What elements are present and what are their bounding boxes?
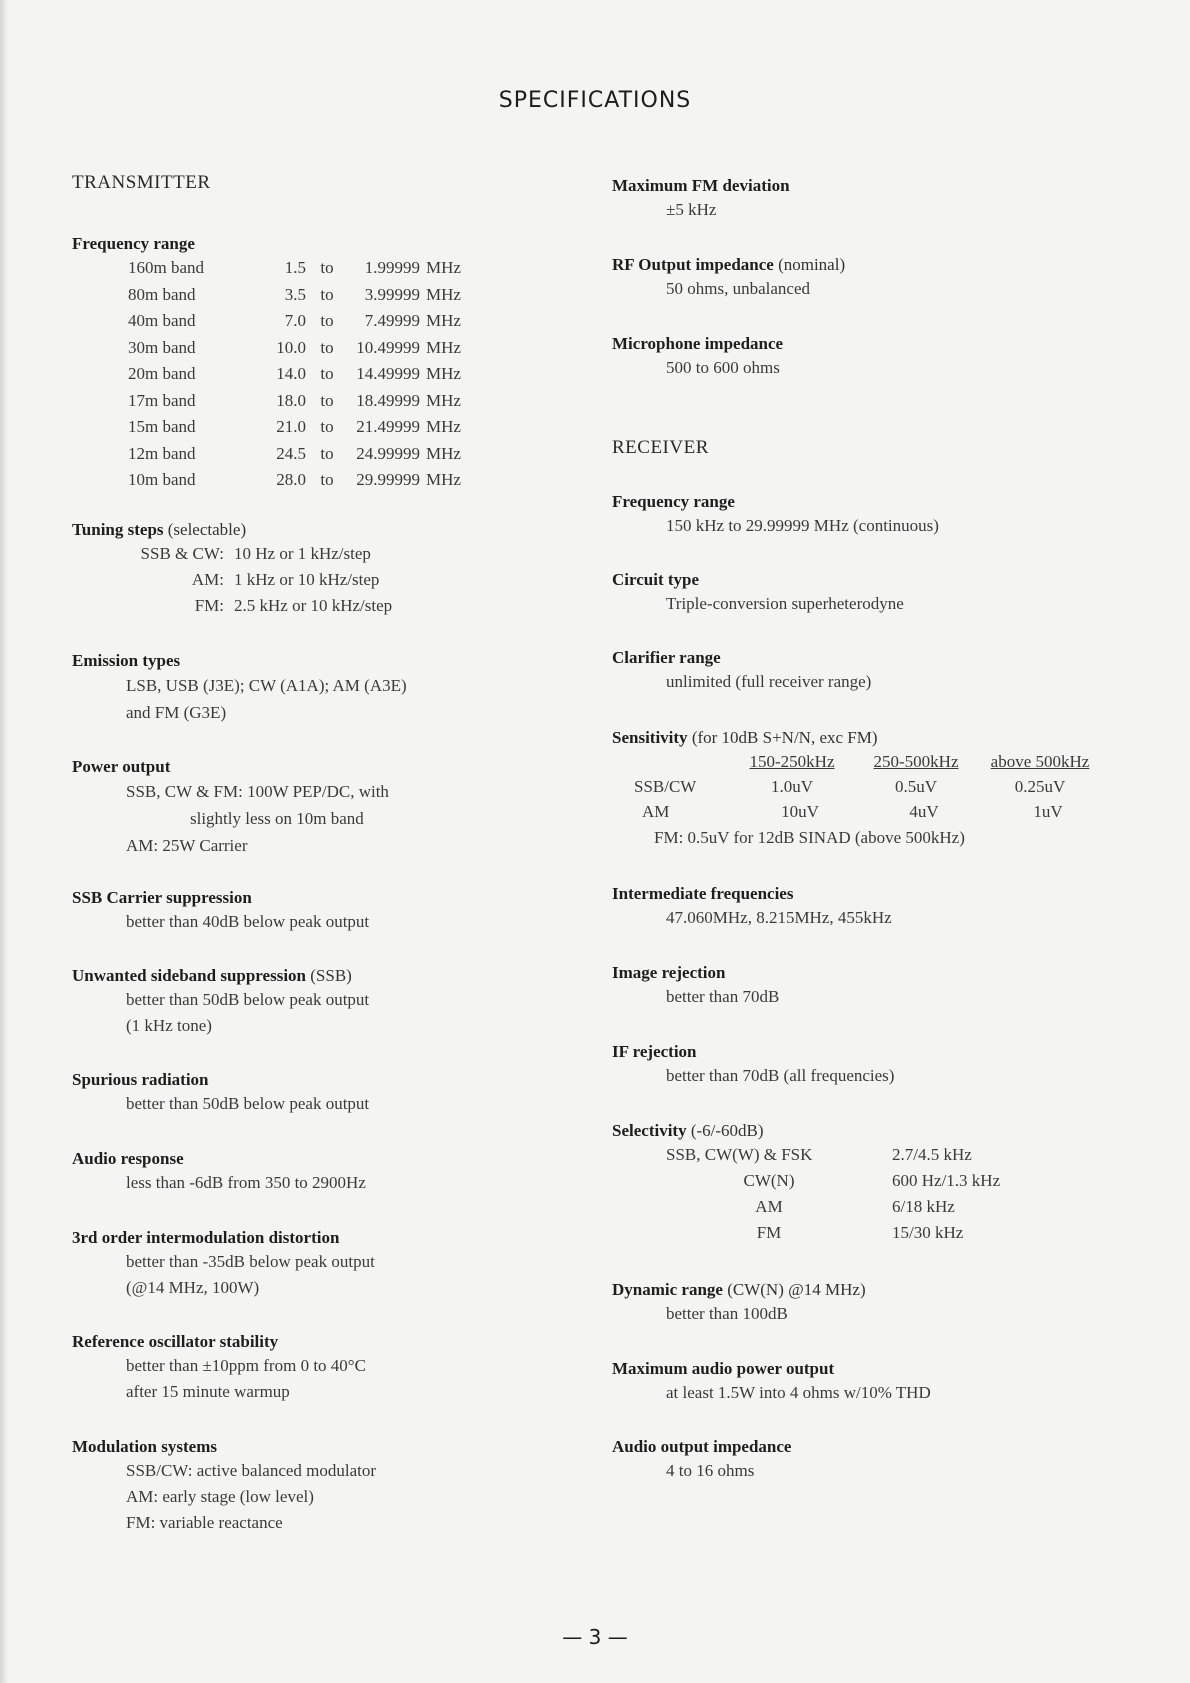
- rx-dynamic-range-note: (CW(N) @14 MHz): [727, 1280, 866, 1299]
- text-line: better than ±10ppm from 0 to 40°C: [126, 1356, 366, 1375]
- rx-circuit-type: [612, 569, 1132, 617]
- page-number: — 3 —: [562, 1625, 628, 1649]
- freq-to-cell: to: [320, 470, 334, 489]
- rx-clarifier-label: Clarifier range: [612, 648, 721, 667]
- tuning-mode-cell: SSB & CW:: [140, 544, 224, 563]
- tuning-value-cell: 10 Hz or 1 kHz/step: [234, 544, 371, 563]
- freq-unit-cell: MHz: [426, 258, 461, 277]
- freq-to-cell: to: [320, 311, 334, 330]
- table-cell: 1.0uV: [770, 777, 814, 796]
- tx-audio-response-body: [72, 1170, 592, 1196]
- tx-emission-types: [72, 650, 592, 726]
- tx-power-output: [72, 756, 592, 859]
- tx-tuning-steps-note: (selectable): [167, 520, 247, 539]
- tx-tuning-steps: [72, 519, 592, 619]
- table-row: [128, 388, 592, 415]
- rx-intermediate-label: Intermediate frequencies: [612, 884, 794, 903]
- rx-intermediate: [612, 883, 1132, 931]
- freq-high-cell: 1.99999: [364, 258, 420, 277]
- band-cell: 15m band: [128, 417, 196, 436]
- text-line: FM: variable reactance: [126, 1513, 283, 1532]
- table-row: [612, 1168, 1132, 1194]
- freq-low-cell: 28.0: [276, 470, 306, 489]
- tx-imd-label: 3rd order intermodulation distortion: [72, 1228, 340, 1247]
- rx-clarifier: [612, 647, 1132, 695]
- text-line: ±5 kHz: [666, 200, 717, 219]
- tx-modulation-body: [72, 1458, 592, 1536]
- rx-dynamic-range-label-wrap: [612, 1279, 1132, 1301]
- freq-low-cell: 14.0: [276, 364, 306, 383]
- text-line: (1 kHz tone): [126, 1016, 212, 1035]
- text-line: LSB, USB (J3E); CW (A1A); AM (A3E): [126, 676, 407, 695]
- freq-low-cell: 10.0: [276, 337, 306, 357]
- rx-frequency-range: [612, 491, 1132, 539]
- text-line: better than 70dB (all frequencies): [666, 1066, 895, 1085]
- text-line: 47.060MHz, 8.215MHz, 455kHz: [666, 908, 892, 927]
- freq-low-cell: 24.5: [276, 443, 306, 463]
- tx-rf-output-note: (nominal): [778, 255, 846, 274]
- table-row: [612, 1142, 1132, 1168]
- tx-microphone-body: [612, 355, 1132, 381]
- tx-microphone: [612, 333, 1132, 381]
- tx-rf-output-body: [612, 276, 1132, 302]
- freq-to-cell: to: [320, 417, 334, 436]
- tx-power-output-label: Power output: [72, 757, 171, 776]
- rx-max-audio: [612, 1358, 1132, 1406]
- text-line: AM: 25W Carrier: [126, 836, 248, 855]
- tx-emission-types-label: Emission types: [72, 651, 181, 670]
- selectivity-value-cell: 15/30 kHz: [892, 1223, 964, 1242]
- tx-unwanted-sideband-body: [72, 987, 592, 1039]
- tuning-mode-cell: FM:: [194, 596, 224, 615]
- tx-spurious-body: [72, 1091, 592, 1117]
- text-line: (@14 MHz, 100W): [126, 1278, 260, 1297]
- table-row: [612, 1220, 1132, 1246]
- tx-unwanted-sideband: [72, 965, 592, 1039]
- table-cell: 1uV: [1033, 802, 1063, 821]
- freq-high-cell: 29.99999: [356, 470, 420, 489]
- tx-audio-response-label: Audio response: [72, 1149, 184, 1168]
- freq-low-cell: 3.5: [284, 284, 306, 304]
- tx-rf-output-label-wrap: [612, 254, 1132, 276]
- rx-dynamic-range-label: Dynamic range: [612, 1280, 723, 1299]
- rx-frequency-range-label: Frequency range: [612, 492, 735, 511]
- text-line: 50 ohms, unbalanced: [666, 279, 810, 298]
- tx-ssb-carrier: [72, 887, 592, 935]
- freq-high-cell: 21.49999: [356, 417, 420, 436]
- tx-spurious: [72, 1069, 592, 1117]
- freq-low-cell: 1.5: [284, 258, 306, 277]
- text-line: 500 to 600 ohms: [666, 358, 780, 377]
- sensitivity-header-cell: 150-250kHz: [749, 752, 835, 771]
- text-line: unlimited (full receiver range): [666, 672, 872, 691]
- text-line: AM: early stage (low level): [126, 1487, 314, 1506]
- text-line: 150 kHz to 29.99999 MHz (continuous): [666, 516, 939, 535]
- sensitivity-fm-line: FM: 0.5uV for 12dB SINAD (above 500kHz): [654, 828, 965, 847]
- freq-to-cell: to: [320, 337, 334, 357]
- freq-to-cell: to: [320, 364, 334, 383]
- table-cell: AM: [642, 802, 670, 821]
- table-row: [128, 441, 592, 468]
- selectivity-mode-cell: FM: [756, 1223, 782, 1242]
- sensitivity-header-cell: above 500kHz: [990, 752, 1090, 771]
- freq-unit-cell: MHz: [426, 417, 461, 436]
- rx-sensitivity: [612, 727, 1132, 851]
- text-line: better than 100dB: [666, 1304, 788, 1323]
- band-cell: 30m band: [128, 337, 196, 357]
- rx-selectivity-note: (-6/-60dB): [690, 1121, 764, 1140]
- tuning-value-cell: 1 kHz or 10 kHz/step: [234, 570, 380, 589]
- rx-max-audio-body: [612, 1380, 1132, 1406]
- tx-fm-deviation-label: Maximum FM deviation: [612, 176, 790, 195]
- freq-high-cell: 18.49999: [356, 390, 420, 410]
- rx-max-audio-label: Maximum audio power output: [612, 1359, 835, 1378]
- band-cell: 40m band: [128, 311, 196, 330]
- tx-frequency-range: [72, 233, 592, 494]
- tx-tuning-steps-label: Tuning steps: [72, 520, 164, 539]
- table-row: [612, 774, 1132, 799]
- text-line: Triple-conversion superheterodyne: [666, 594, 904, 613]
- tx-frequency-range-label: Frequency range: [72, 234, 195, 253]
- sensitivity-header-row: [612, 749, 1132, 774]
- rx-sensitivity-table: [612, 749, 1132, 851]
- rx-dynamic-range-body: [612, 1301, 1132, 1327]
- text-line: better than 70dB: [666, 987, 780, 1006]
- table-row: [106, 541, 592, 567]
- tx-microphone-label: Microphone impedance: [612, 334, 784, 353]
- freq-unit-cell: MHz: [426, 390, 461, 410]
- table-cell: 4uV: [909, 802, 939, 821]
- rx-audio-impedance: [612, 1436, 1132, 1484]
- table-row: [128, 414, 592, 441]
- tx-ssb-carrier-label: SSB Carrier suppression: [72, 888, 252, 907]
- text-line: less than -6dB from 350 to 2900Hz: [126, 1173, 366, 1192]
- freq-low-cell: 21.0: [276, 417, 306, 436]
- tx-fm-deviation-body: [612, 197, 1132, 223]
- text-line: at least 1.5W into 4 ohms w/10% THD: [666, 1383, 931, 1402]
- tx-imd-body: [72, 1249, 592, 1301]
- text-line: after 15 minute warmup: [126, 1382, 290, 1401]
- rx-dynamic-range: [612, 1279, 1132, 1327]
- rx-image-rejection-body: [612, 984, 1132, 1010]
- receiver-heading: RECEIVER: [612, 437, 709, 458]
- text-line: better than 40dB below peak output: [126, 912, 370, 931]
- tx-tuning-steps-table: [72, 541, 592, 619]
- text-line: 4 to 16 ohms: [666, 1461, 755, 1480]
- tx-ref-oscillator: [72, 1331, 592, 1405]
- table-row: [612, 799, 1132, 824]
- band-cell: 20m band: [128, 364, 196, 383]
- rx-if-rejection-label: IF rejection: [612, 1042, 697, 1061]
- tx-modulation-label: Modulation systems: [72, 1437, 217, 1456]
- rx-if-rejection: [612, 1041, 1132, 1089]
- table-row: [128, 467, 592, 494]
- freq-unit-cell: MHz: [426, 443, 461, 463]
- sensitivity-header-cell: 250-500kHz: [873, 752, 959, 771]
- table-row: [128, 308, 592, 335]
- freq-high-cell: 3.99999: [364, 284, 420, 304]
- rx-circuit-type-label: Circuit type: [612, 570, 700, 589]
- selectivity-value-cell: 600 Hz/1.3 kHz: [892, 1171, 1001, 1190]
- table-cell: SSB/CW: [634, 777, 697, 796]
- tx-emission-types-body: [72, 672, 592, 726]
- table-cell: 10uV: [781, 802, 819, 821]
- rx-sensitivity-label-wrap: [612, 727, 1132, 749]
- table-cell: 0.5uV: [894, 777, 938, 796]
- selectivity-value-cell: 2.7/4.5 kHz: [892, 1145, 972, 1164]
- scan-edge-shadow: [0, 0, 8, 1683]
- text-line: and FM (G3E): [126, 703, 227, 722]
- table-row: [128, 282, 592, 309]
- freq-unit-cell: MHz: [426, 311, 461, 330]
- text-line: SSB, CW & FM: 100W PEP/DC, with: [126, 782, 389, 801]
- table-cell: 0.25uV: [1014, 777, 1066, 796]
- table-row: [612, 1194, 1132, 1220]
- tx-unwanted-sideband-label-wrap: [72, 965, 592, 987]
- tx-rf-output: [612, 254, 1132, 302]
- tx-tuning-steps-label-wrap: [72, 519, 592, 541]
- selectivity-mode-cell: AM: [755, 1197, 783, 1216]
- band-cell: 17m band: [128, 390, 196, 410]
- table-row: [128, 335, 592, 362]
- freq-low-cell: 18.0: [276, 390, 306, 410]
- table-row: [128, 255, 592, 282]
- tx-ref-oscillator-label: Reference oscillator stability: [72, 1332, 279, 1351]
- band-cell: 80m band: [128, 284, 196, 304]
- freq-to-cell: to: [320, 258, 334, 277]
- freq-unit-cell: MHz: [426, 284, 461, 304]
- freq-low-cell: 7.0: [284, 311, 306, 330]
- text-line: better than 50dB below peak output: [126, 990, 370, 1009]
- transmitter-heading: TRANSMITTER: [72, 172, 211, 193]
- text-line: better than 50dB below peak output: [126, 1094, 370, 1113]
- rx-image-rejection: [612, 962, 1132, 1010]
- text-line: slightly less on 10m band: [190, 809, 364, 828]
- freq-to-cell: to: [320, 390, 334, 410]
- freq-high-cell: 10.49999: [356, 337, 420, 357]
- rx-selectivity: [612, 1120, 1132, 1246]
- page-title: SPECIFICATIONS: [498, 88, 692, 113]
- rx-selectivity-label-wrap: [612, 1120, 1132, 1142]
- band-cell: 10m band: [128, 470, 196, 489]
- table-row: [128, 361, 592, 388]
- tuning-mode-cell: AM:: [191, 570, 224, 589]
- tx-audio-response: [72, 1148, 592, 1196]
- rx-circuit-type-body: [612, 591, 1132, 617]
- rx-selectivity-label: Selectivity: [612, 1121, 687, 1140]
- rx-sensitivity-note: (for 10dB S+N/N, exc FM): [691, 728, 878, 747]
- tx-spurious-label: Spurious radiation: [72, 1070, 209, 1089]
- rx-image-rejection-label: Image rejection: [612, 963, 726, 982]
- selectivity-mode-cell: CW(N): [743, 1171, 795, 1190]
- tx-rf-output-label: RF Output impedance: [612, 255, 774, 274]
- sensitivity-header-cell: [612, 749, 730, 774]
- freq-to-cell: to: [320, 443, 334, 463]
- selectivity-value-cell: 6/18 kHz: [892, 1197, 955, 1216]
- selectivity-mode-cell: SSB, CW(W) & FSK: [666, 1145, 813, 1164]
- text-line: better than -35dB below peak output: [126, 1252, 375, 1271]
- tx-fm-deviation: [612, 175, 1132, 223]
- table-row: [106, 593, 592, 619]
- tx-modulation: [72, 1436, 592, 1536]
- freq-unit-cell: MHz: [426, 364, 461, 383]
- tx-power-output-body: [72, 778, 592, 859]
- text-line: SSB/CW: active balanced modulator: [126, 1461, 377, 1480]
- rx-clarifier-body: [612, 669, 1132, 695]
- tx-ref-oscillator-body: [72, 1353, 592, 1405]
- rx-sensitivity-label: Sensitivity: [612, 728, 688, 747]
- tx-unwanted-sideband-note: (SSB): [310, 966, 352, 985]
- freq-high-cell: 24.99999: [356, 443, 420, 463]
- freq-unit-cell: MHz: [426, 470, 461, 489]
- band-cell: 12m band: [128, 443, 196, 463]
- rx-intermediate-body: [612, 905, 1132, 931]
- freq-high-cell: 7.49999: [364, 311, 420, 330]
- tx-imd: [72, 1227, 592, 1301]
- freq-unit-cell: MHz: [426, 337, 461, 357]
- table-row: [106, 567, 592, 593]
- tx-ssb-carrier-body: [72, 909, 592, 935]
- freq-high-cell: 14.49999: [356, 364, 420, 383]
- tx-frequency-table: [72, 255, 592, 494]
- freq-to-cell: to: [320, 284, 334, 304]
- rx-if-rejection-body: [612, 1063, 1132, 1089]
- rx-audio-impedance-body: [612, 1458, 1132, 1484]
- tx-unwanted-sideband-label: Unwanted sideband suppression: [72, 966, 306, 985]
- tuning-value-cell: 2.5 kHz or 10 kHz/step: [234, 596, 393, 615]
- rx-selectivity-table: [612, 1142, 1132, 1246]
- band-cell: 160m band: [128, 258, 205, 277]
- rx-frequency-range-body: [612, 513, 1132, 539]
- rx-audio-impedance-label: Audio output impedance: [612, 1437, 792, 1456]
